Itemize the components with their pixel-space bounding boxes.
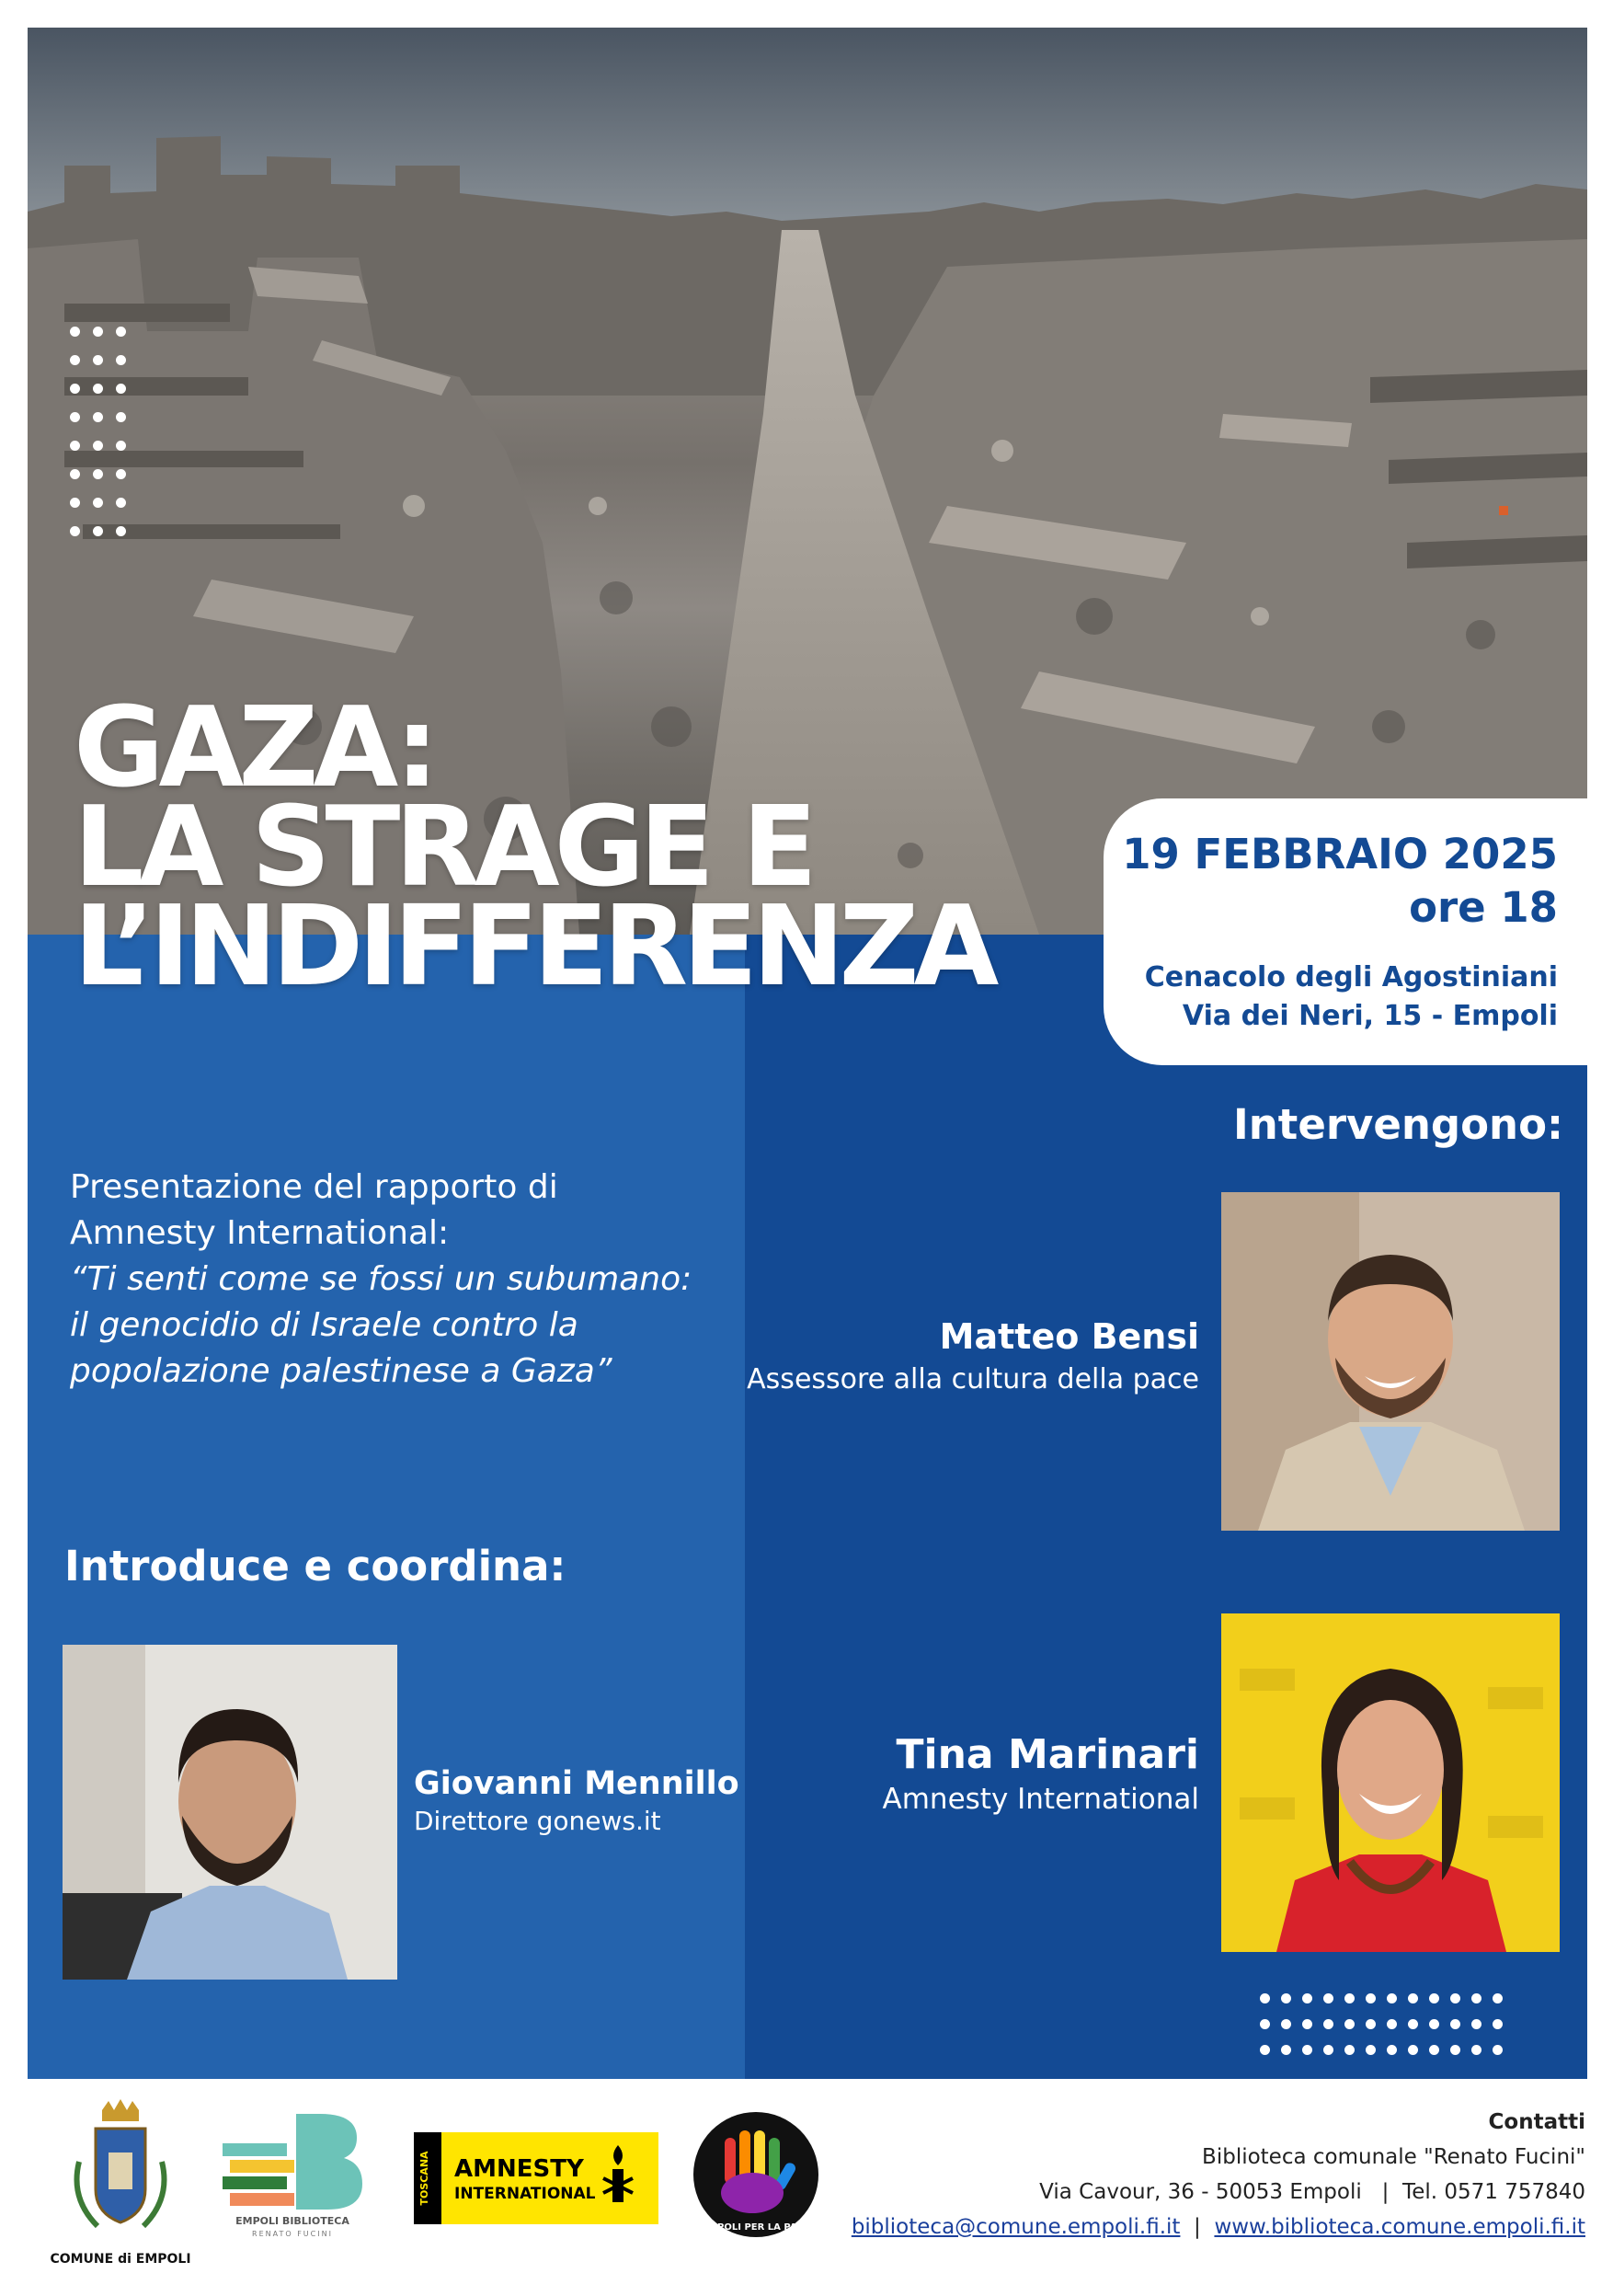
decorative-dot [1408,2045,1418,2055]
decorative-dot [1344,2045,1355,2055]
decorative-dot [70,327,80,337]
presentation-line-1: Presentazione del rapporto di [70,1168,558,1206]
decorative-dot [1323,2019,1333,2029]
speaker-giovanni-mennillo [414,1762,739,1838]
decorative-dot [1471,1993,1481,2003]
decorative-dot [1450,2045,1460,2055]
report-title-line-1: “Ti senti come se fossi un subumano: [70,1260,692,1298]
separator: | [1368,2180,1396,2204]
decorative-dot [1302,1993,1312,2003]
title-line-3: L’INDIFFERENZA [74,883,994,1011]
biblioteca-logo-title: EMPOLI BIBLIOTECA [235,2215,349,2227]
speaker-matteo-bensi [747,1314,1199,1400]
decorative-dot [1450,2019,1460,2029]
decorative-dot [1302,2045,1312,2055]
empoli-per-la-pace-logo [692,2110,820,2239]
decorative-dot [1281,2045,1291,2055]
event-venue: Cenacolo degli Agostiniani [1144,961,1558,993]
contacts-links [852,2210,1585,2244]
decorative-dot [70,498,80,508]
decorative-dot [1471,2045,1481,2055]
speaker-name: Giovanni Mennillo [414,1765,739,1802]
decorative-dot [116,384,126,394]
decorative-dot [1493,2019,1503,2029]
dot-grid-top [70,327,126,536]
date-card [1104,798,1587,1065]
decorative-dot [93,412,103,422]
amnesty-logo [414,2132,658,2224]
report-title-line-2: il genocidio di Israele contro la [70,1306,578,1344]
decorative-dot [116,355,126,365]
decorative-dot [1450,1993,1460,2003]
decorative-dot [1429,1993,1439,2003]
decorative-dot [116,498,126,508]
decorative-dot [1344,1993,1355,2003]
decorative-dot [93,526,103,536]
speaker-name: Matteo Bensi [939,1316,1199,1357]
website-link[interactable]: www.biblioteca.comune.empoli.fi.it [1214,2215,1585,2239]
speaker-role: Amnesty International [882,1783,1199,1816]
decorative-dot [116,526,126,536]
decorative-dot [116,441,126,451]
decorative-dot [116,469,126,479]
decorative-dot [1260,1993,1270,2003]
dot-grid-bottom [1260,1993,1503,2055]
decorative-dot [1429,2019,1439,2029]
decorative-dot [93,469,103,479]
decorative-dot [1323,1993,1333,2003]
biblioteca-logo-subtitle: RENATO FUCINI [252,2230,333,2238]
email-link[interactable]: biblioteca@comune.empoli.fi.it [851,2215,1181,2239]
event-title [74,684,994,1011]
contacts-block [852,2105,1585,2244]
presentation-line-2: Amnesty International: [70,1214,450,1252]
speakers-heading: Intervengono: [1233,1100,1563,1149]
decorative-dot [1260,2019,1270,2029]
moderator-heading: Introduce e coordina: [64,1542,566,1590]
decorative-dot [1471,2019,1481,2029]
speaker-role: Direttore gonews.it [414,1806,661,1836]
decorative-dot [1366,2045,1376,2055]
decorative-dot [70,441,80,451]
contacts-address-phone [852,2175,1585,2210]
decorative-dot [93,355,103,365]
decorative-dot [1408,1993,1418,2003]
decorative-dot [1493,2045,1503,2055]
decorative-dot [1281,1993,1291,2003]
decorative-dot [1387,1993,1397,2003]
title-line-2: LA STRAGE E [74,784,812,912]
decorative-dot [70,355,80,365]
decorative-dot [93,327,103,337]
avatar-matteo-bensi [1221,1192,1560,1531]
event-time: ore 18 [1409,883,1558,932]
decorative-dot [1323,2045,1333,2055]
event-address: Via dei Neri, 15 - Empoli [1182,1000,1558,1032]
avatar-giovanni-mennillo [63,1645,397,1980]
decorative-dot [1344,2019,1355,2029]
speaker-name: Tina Marinari [896,1731,1199,1778]
decorative-dot [70,469,80,479]
decorative-dot [93,384,103,394]
contacts-heading: Contatti [1488,2110,1585,2134]
contacts-phone: Tel. 0571 757840 [1402,2180,1585,2204]
presentation-text [70,1165,732,1395]
contacts-address: Via Cavour, 36 - 50053 Empoli [1039,2180,1362,2204]
decorative-dot [93,441,103,451]
decorative-dot [1408,2019,1418,2029]
contacts-library: Biblioteca comunale "Renato Fucini" [1202,2145,1585,2169]
decorative-dot [1302,2019,1312,2029]
empoli-biblioteca-logo [219,2110,366,2239]
decorative-dot [1387,2019,1397,2029]
report-title-line-3: popolazione palestinese a Gaza” [70,1352,612,1390]
decorative-dot [116,327,126,337]
pace-logo-text: EMPOLI PER LA PACE [702,2222,810,2233]
title-line-1: GAZA: [74,684,434,812]
event-date: 19 FEBBRAIO 2025 [1122,830,1558,878]
decorative-dot [1387,2045,1397,2055]
decorative-dot [1260,2045,1270,2055]
amnesty-logo-line-1: AMNESTY [454,2155,584,2183]
decorative-dot [70,384,80,394]
comune-logo-text: COMUNE di EMPOLI [50,2252,191,2267]
decorative-dot [1281,2019,1291,2029]
decorative-dot [1366,1993,1376,2003]
decorative-dot [70,412,80,422]
decorative-dot [70,526,80,536]
speaker-tina-marinari [883,1729,1199,1818]
separator: | [1186,2215,1208,2239]
decorative-dot [93,498,103,508]
amnesty-logo-line-2: INTERNATIONAL [454,2185,596,2203]
decorative-dot [1429,2045,1439,2055]
comune-empoli-logo [50,2097,191,2272]
avatar-tina-marinari [1221,1613,1560,1952]
speaker-role: Assessore alla cultura della pace [747,1363,1199,1395]
decorative-dot [116,412,126,422]
decorative-dot [1366,2019,1376,2029]
amnesty-region: TOSCANA [418,2151,430,2206]
decorative-dot [1493,1993,1503,2003]
